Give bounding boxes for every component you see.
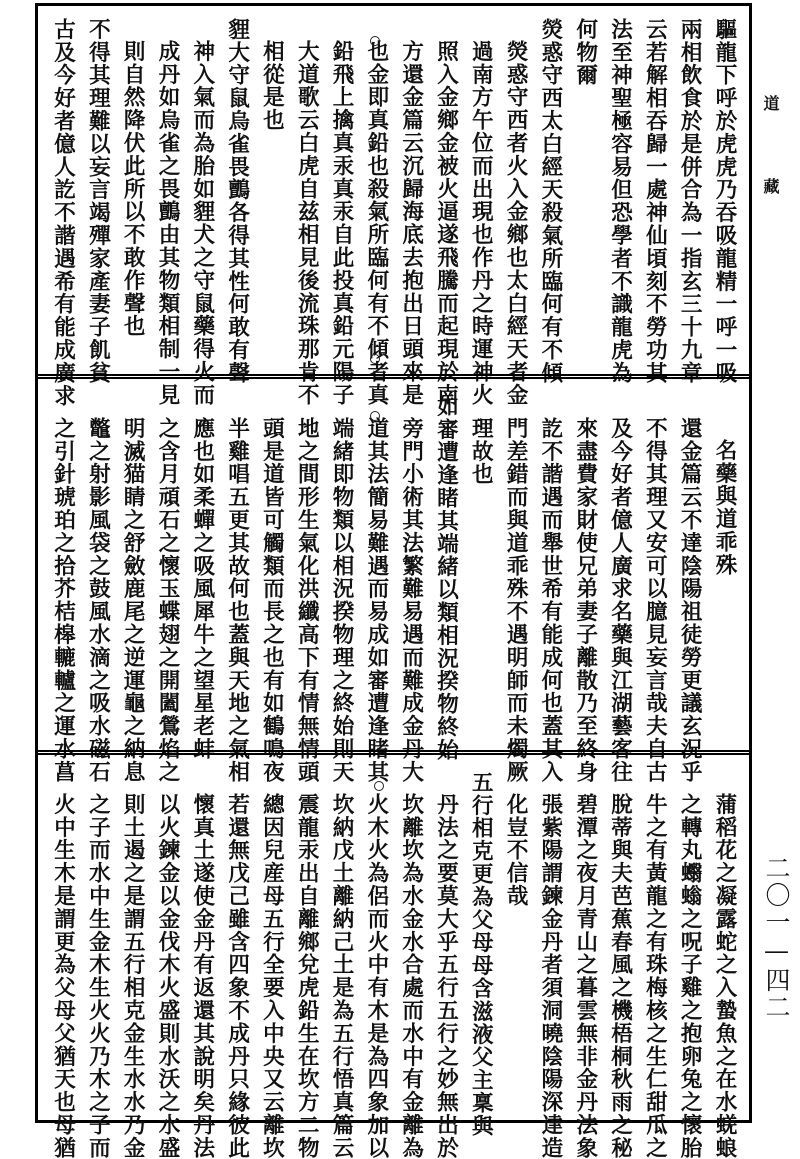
commentary-column: 火中生木是謂更為父母父猶天也母猶 [50, 793, 76, 1159]
commentary-column: 鉛飛上擒真汞真汞自此投真鉛元陽子 [329, 40, 354, 407]
page-number: 二〇一—四二 [762, 855, 791, 1021]
commentary-column: 及今好者億人廣求名藥與江湖藝客往 [607, 417, 633, 784]
text-panel-bottom [38, 759, 749, 1159]
commentary-column: 方還金篇云沉歸海底去抱出日頭來是 [398, 40, 424, 407]
commentary-column: 頭是道皆可觸類而長之也有如鶴鳴夜 [259, 417, 285, 784]
commentary-column: 明滅猫睛之舒斂鹿尾之逆運龜之納息 [120, 417, 146, 784]
column-group-bottom [50, 771, 737, 1159]
commentary-column: 過南方午位而出現也作丹之時運神火 [468, 40, 494, 407]
commentary-column: 丹法之要莫大乎五行五行之妙無出於 [433, 793, 459, 1159]
commentary-column: 坎離坎為水金水合處而水中有金離為 [398, 793, 424, 1159]
commentary-column: 半雞唱五更其故何也蓋與天地之氣相 [224, 417, 250, 784]
commentary-column: 相從是也 [259, 40, 285, 132]
page-frame [35, 3, 752, 1159]
commentary-column: 也金即真鉛也殺氣所臨何有不傾者真 [363, 40, 389, 407]
panel-divider [38, 377, 749, 379]
punctuation-circle [374, 781, 384, 791]
right-margin [755, 0, 800, 1132]
commentary-column: 旁門小術其法繁難易遇而難成金丹大 [398, 417, 424, 784]
heading-column: 如審遭逢睹其端緒以類相況揆物終始 [433, 395, 459, 762]
text-column: 云若解相吞歸一處神仙頃刻不勞功其 [642, 18, 668, 385]
panel-divider [38, 750, 749, 752]
commentary-column: 門差錯而與道乖殊不遇明師而未燭厥 [503, 417, 529, 784]
commentary-column: 還金篇云不達陰陽祖徒勞更議玄況乎 [677, 417, 703, 784]
commentary-column: 之含月頑石之懷玉蝶翅之開闔鶯焰之 [154, 417, 180, 784]
text-panel-top [38, 6, 749, 408]
punctuation-circle [370, 354, 380, 364]
commentary-column: 鼈之射影風袋之鼓風水滴之吸水磁石 [85, 417, 111, 784]
text-column: 驅龍下呼於虎虎乃吞吸龍精一呼一吸 [711, 18, 737, 385]
heading-column: 五行相克更為父母母含滋液父主稟與 [468, 771, 494, 1138]
commentary-column: 地之間形生氣化洪纖高下有情無情頭 [294, 417, 320, 784]
commentary-column: 震龍汞出自離鄉兌虎鉛生在坎方二物 [294, 793, 320, 1159]
text-column: 名藥與道乖殊 [711, 439, 737, 577]
commentary-column: 脫蒂與夫芭蕉春風之機梧桐秋雨之秘 [607, 793, 633, 1159]
punctuation-circle [370, 36, 380, 46]
commentary-column: 之轉丸蠮螉之呪子雞之抱卵兔之懷胎 [677, 793, 703, 1159]
text-panel-middle [38, 383, 749, 784]
commentary-column: 蒲稻花之凝露蛇之入蟄魚之在水蜣蜋 [711, 793, 737, 1159]
commentary-column: 坎納戊土離納己土是為五行悟真篇云 [329, 793, 354, 1159]
punctuation-circle [370, 411, 380, 421]
commentary-column: 火木火為侶而火中有木是為四象加以 [363, 793, 389, 1159]
margin-title-char: 道 [761, 95, 780, 111]
commentary-column: 照入金鄉金被火逼遂飛騰而起現於南 [433, 40, 459, 407]
text-column: 法至神聖極容易但恐學者不識龍虎為 [607, 18, 633, 385]
commentary-column: 端緒即物類以相況揆物理之終始則天 [329, 417, 354, 784]
panel-divider [38, 374, 749, 376]
column-group-middle [50, 395, 737, 784]
heading-column: 貍大守鼠烏雀畏鸇各得其性何敢有聲 [224, 18, 250, 385]
commentary-column: 則自然降伏此所以不敢作聲也 [120, 40, 146, 338]
commentary-column: 應也如柔蟬之吸風犀牛之望星老蚌 [189, 417, 215, 761]
commentary-column: 神入氣而為胎如貍犬之守鼠藥得火而 [189, 40, 215, 407]
commentary-column: 若還無戊己雖含四象不成丹只緣彼此 [224, 793, 250, 1159]
commentary-column: 之子而水中生金木生火火乃木之子而 [85, 793, 111, 1159]
text-column: 何物爾 [572, 18, 598, 87]
text-column: 兩相飲食於是併合為一指玄三十九章 [677, 18, 703, 385]
heading-column: 熒惑守西太白經天殺氣所臨何有不傾 [537, 18, 563, 385]
commentary-column: 成丹如烏雀之畏鸇由其物類相制一見 [154, 40, 180, 407]
commentary-column: 訖不諧遇而舉世希有能成何也蓋其入 [537, 417, 563, 784]
commentary-column: 碧潭之夜月青山之暮雲無非金丹法象 [572, 793, 598, 1159]
commentary-column: 道其法簡易難遇而易成如審遭逢睹其 [363, 417, 389, 784]
commentary-column: 張紫陽謂鍊金丹者須洞曉陰陽深達造 [537, 793, 563, 1159]
commentary-column: 熒惑守西者火入金鄉也太白經天者金 [503, 40, 529, 407]
commentary-column: 總因兒産母五行全要入中央又云離坎 [259, 793, 285, 1159]
commentary-column: 不得其理又安可以臆見妄言哉夫自古 [642, 417, 668, 784]
commentary-column: 化豈不信哉 [503, 793, 529, 908]
column-group-top [50, 18, 737, 408]
commentary-column: 之引針琥珀之拾芥桔槔轆轤之運水菖 [50, 417, 76, 784]
commentary-column: 牛之有黃龍之有珠梅核之生仁甜瓜之 [642, 793, 668, 1159]
panel-divider [38, 753, 749, 755]
commentary-column: 以火鍊金以金伐木火盛則水沃之水盛 [154, 793, 180, 1159]
commentary-column: 懷真土遂使金丹有返還其說明矣丹法 [189, 793, 215, 1159]
commentary-column: 則土遏之是謂五行相克金生水水乃金 [120, 793, 146, 1159]
commentary-column: 理故也 [468, 417, 494, 486]
margin-title-char: 藏 [761, 178, 780, 194]
heading-column: 不得其理難以妄言竭殫家產妻子飢貧 [85, 18, 111, 385]
commentary-column: 來盡費家財使兄弟妻子離散乃至終身 [572, 417, 598, 784]
commentary-column: 大道歌云白虎自兹相見後流珠那肯不 [294, 40, 320, 407]
text-column: 古及今好者億人訖不諧遇希有能成廣求 [50, 18, 76, 408]
